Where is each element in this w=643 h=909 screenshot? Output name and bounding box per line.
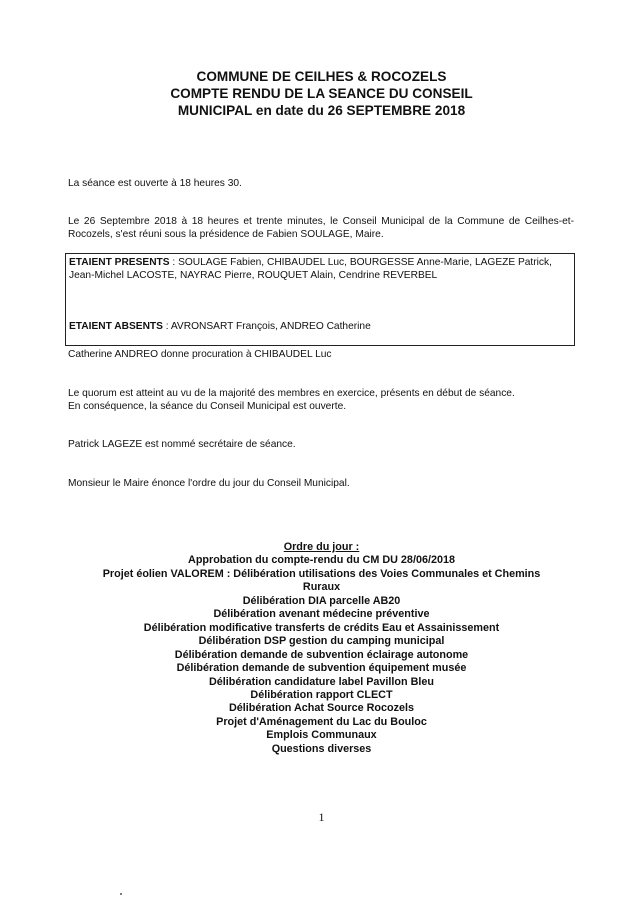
agenda-item: Délibération rapport CLECT — [250, 688, 393, 701]
agenda-item: Délibération modificative transferts de crédits Eau et Assainissement — [143, 621, 500, 634]
present-label: ETAIENT PRESENTS — [69, 257, 170, 268]
agenda-item: Questions diverses — [271, 742, 372, 755]
agenda-list — [0, 541, 643, 756]
title-line-3: MUNICIPAL en date du 26 SEPTEMBRE 2018 — [177, 103, 466, 118]
opening-statement: La séance est ouverte à 18 heures 30. — [68, 178, 242, 189]
present-names: : SOULAGE Fabien, CHIBAUDEL Luc, BOURGESSE Anne-Marie, LAGEZE Patrick, Jean-Michel LACOSTE, NAYRAC Pierre, ROUQUET Alain, Cendrine REVERBEL — [69, 257, 552, 281]
secretary-statement: Patrick LAGEZE est nommé secrétaire de séance. — [68, 439, 296, 450]
absent-label: ETAIENT ABSENTS — [69, 321, 163, 332]
attendance-box — [65, 253, 575, 346]
agenda-intro: Monsieur le Maire énonce l'ordre du jour du Conseil Municipal. — [68, 478, 350, 489]
title-line-2: COMPTE RENDU DE LA SEANCE DU CONSEIL — [170, 86, 473, 101]
present-members — [69, 256, 569, 282]
agenda-item: Délibération demande de subvention éclairage autonome — [174, 648, 469, 661]
quorum-line-1: Le quorum est atteint au vu de la majorité des membres en exercice, présents en début de séance. — [68, 388, 515, 399]
agenda-item: Délibération candidature label Pavillon Bleu — [209, 675, 434, 688]
title-line-1: COMMUNE DE CEILHES & ROCOZELS — [196, 69, 447, 84]
absent-names: : AVRONSART François, ANDREO Catherine — [162, 321, 371, 332]
agenda-item: Ruraux — [302, 581, 341, 594]
agenda-item: Délibération DSP gestion du camping municipal — [198, 635, 445, 648]
agenda-item: Projet éolien VALOREM : Délibération utilisations des Voies Communales et Chemins — [102, 567, 541, 580]
agenda-item: Délibération demande de subvention équipement musée — [176, 662, 467, 675]
document-title — [0, 68, 643, 119]
quorum-line-2: En conséquence, la séance du Conseil Municipal est ouverte. — [68, 401, 347, 412]
agenda-item: Approbation du compte-rendu du CM DU 28/06/2018 — [188, 554, 455, 567]
agenda-item: Délibération avenant médecine préventive — [213, 608, 430, 621]
scan-speck — [120, 893, 122, 895]
agenda-item: Délibération DIA parcelle AB20 — [242, 594, 401, 607]
agenda-item: Délibération Achat Source Rocozels — [229, 702, 414, 715]
agenda-heading: Ordre du jour : — [283, 541, 360, 553]
quorum-paragraph — [68, 387, 574, 413]
page-number: 1 — [318, 810, 325, 824]
intro-paragraph: Le 26 Septembre 2018 à 18 heures et trente minutes, le Conseil Municipal de la Commune de Ceilhes-et-Rocozels, s'est réuni sous la présidence de Fabien SOULAGE, Maire. — [68, 216, 574, 240]
proxy-statement: Catherine ANDREO donne procuration à CHIBAUDEL Luc — [68, 349, 332, 360]
agenda-item: Emplois Communaux — [266, 729, 377, 742]
agenda-item: Projet d'Aménagement du Lac du Bouloc — [216, 715, 427, 728]
absent-members — [69, 320, 569, 333]
